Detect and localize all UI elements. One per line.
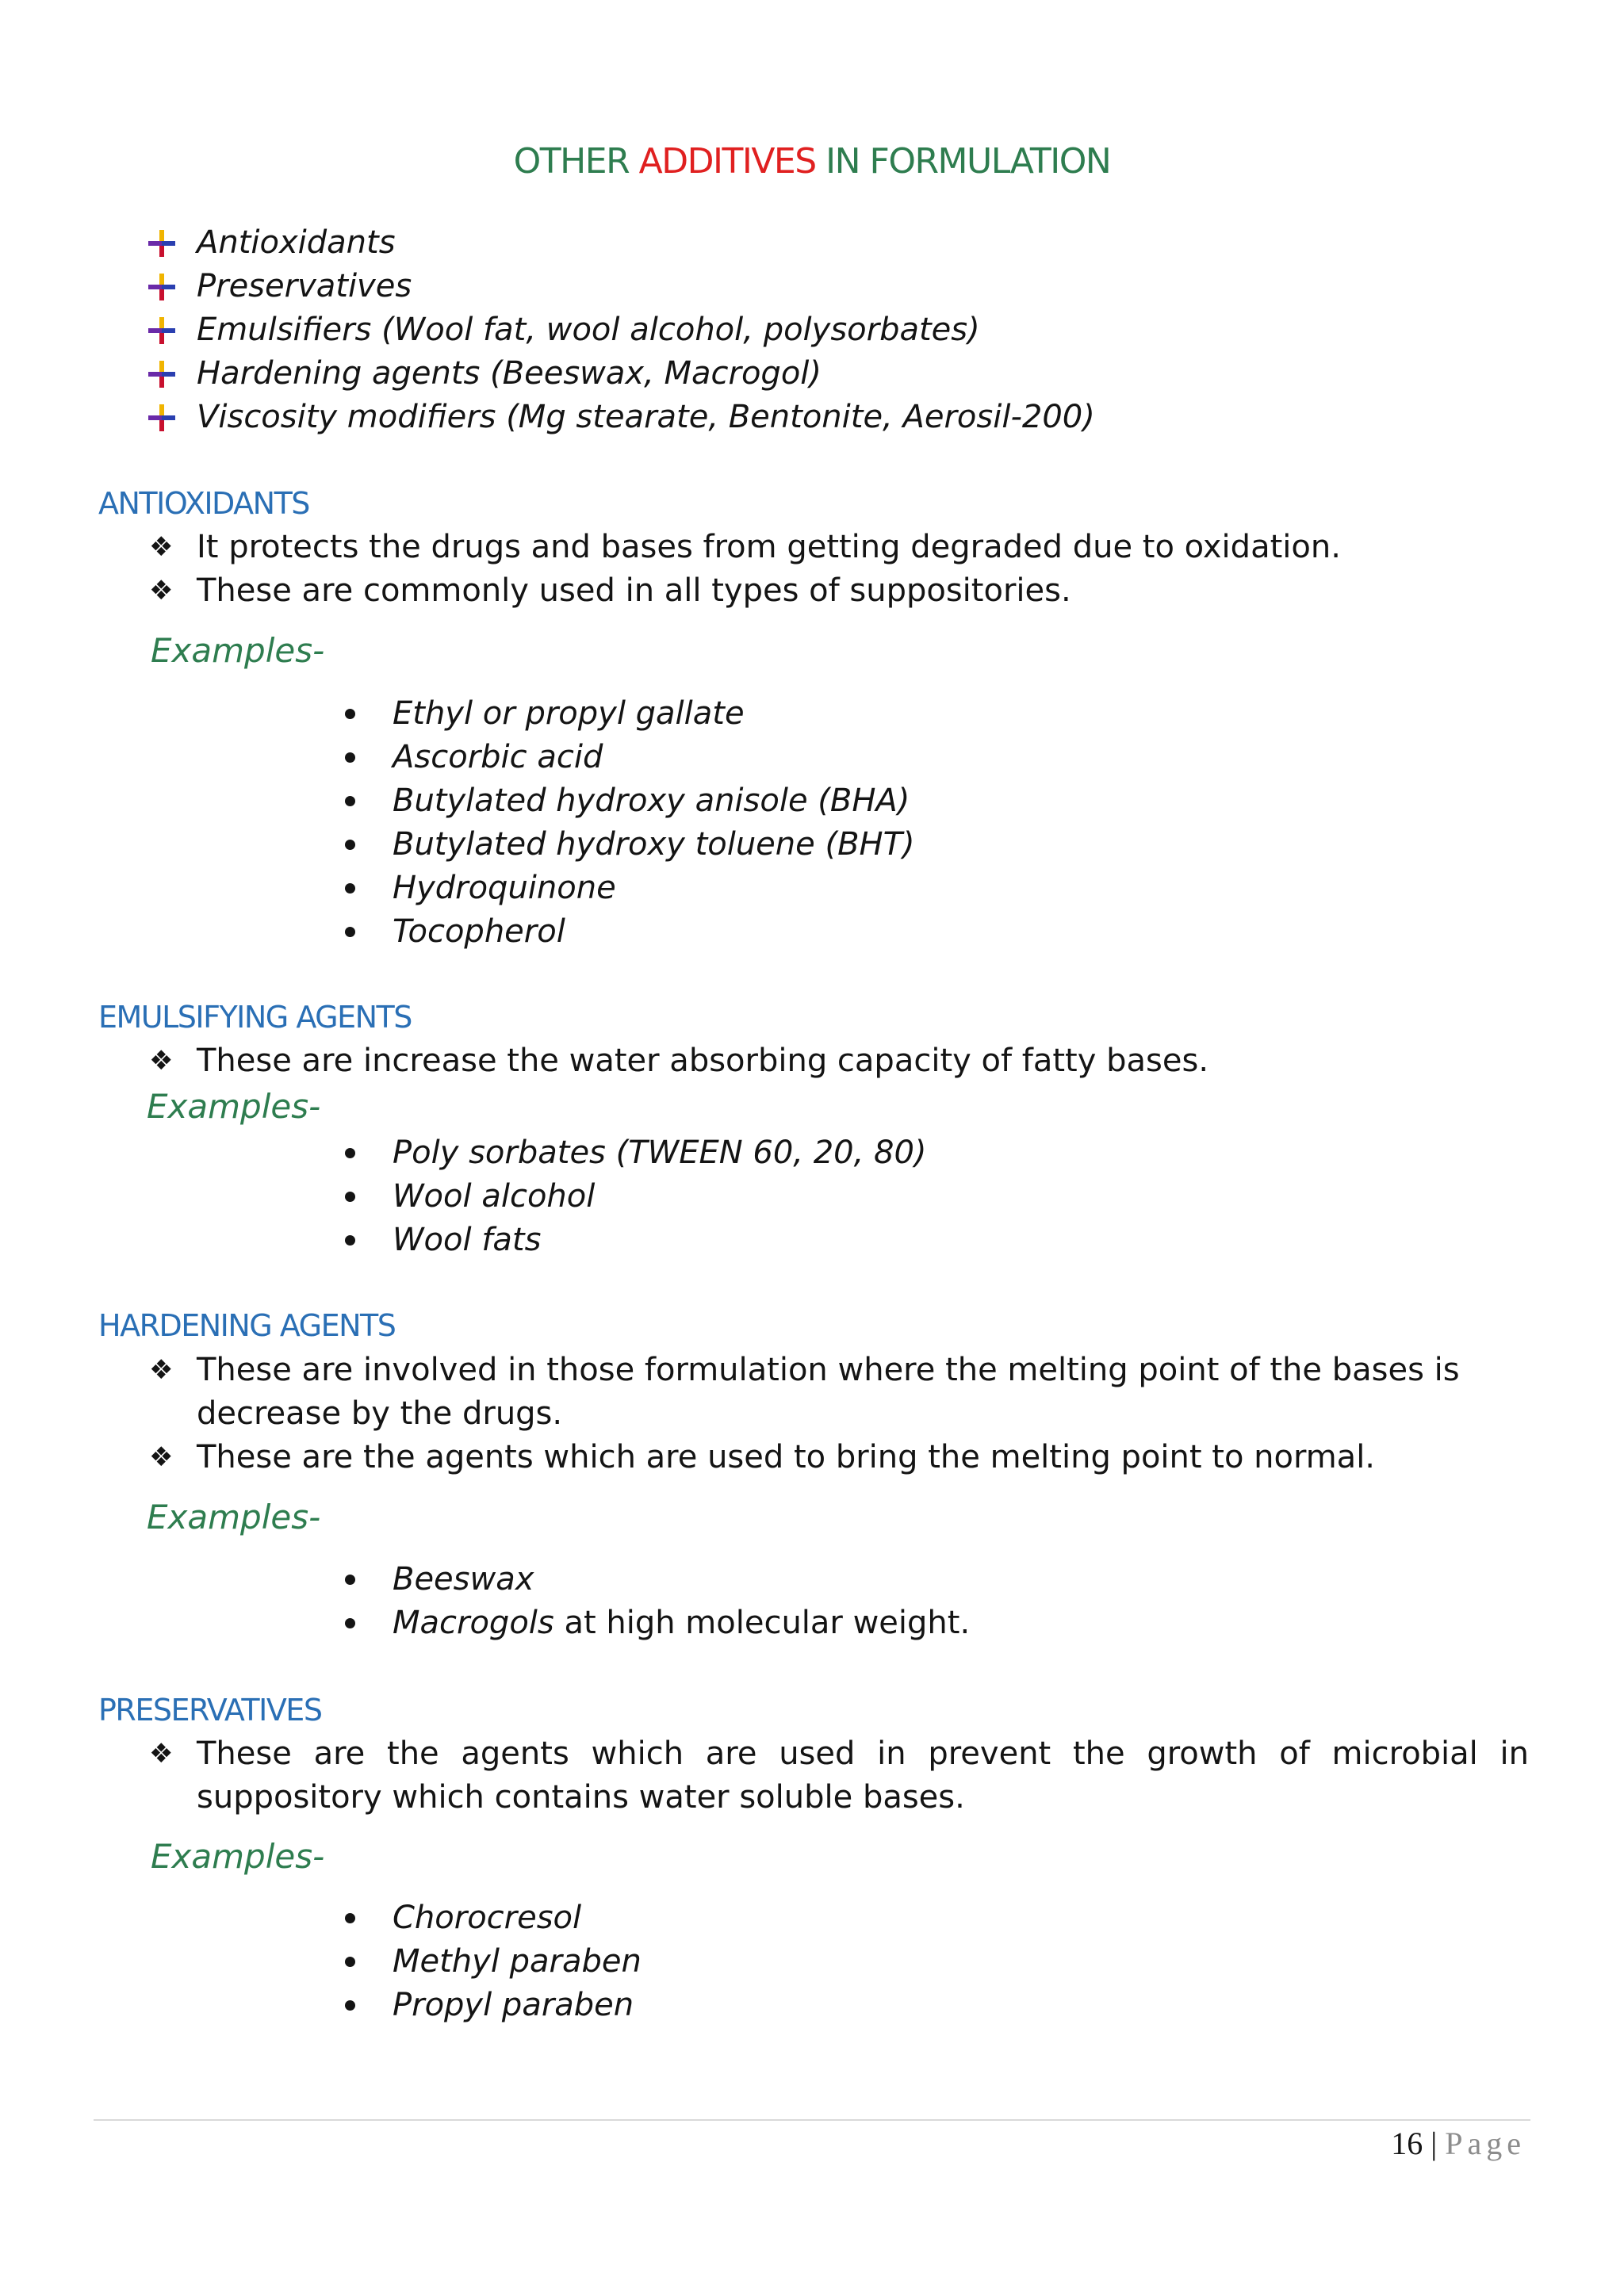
summary-item: Emulsifiers (Wool fat, wool alcohol, polysorbates)	[197, 312, 980, 348]
preservative-example: Propyl paraben	[393, 1987, 634, 2023]
hardening-example	[393, 1601, 970, 1645]
dot-bullet-icon	[345, 1618, 355, 1628]
dot-bullet-icon	[345, 2000, 355, 2011]
title-part-1: OTHER	[513, 141, 639, 182]
cross-bullet-icon	[148, 317, 175, 344]
diamond-bullet-icon: ❖	[149, 1045, 174, 1077]
page-number	[1391, 2122, 1526, 2165]
emulsifying-example: Wool alcohol	[393, 1178, 596, 1215]
page-label: Page	[1445, 2126, 1526, 2161]
preservatives-point: These are the agents which are used in prevent the growth of microbial in suppository which contains water soluble bases.	[197, 1735, 1529, 1816]
dot-bullet-icon	[345, 1235, 355, 1246]
emulsifying-point: These are increase the water absorbing capacity of fatty bases.	[197, 1043, 1209, 1079]
section-heading-preservatives: PRESERVATIVES	[98, 1693, 322, 1728]
page-number-separator: |	[1423, 2126, 1446, 2161]
examples-label: Examples-	[147, 1498, 321, 1536]
footer-divider	[94, 2119, 1530, 2121]
page-title	[0, 141, 1624, 182]
antioxidant-example: Hydroquinone	[393, 870, 616, 906]
summary-item: Antioxidants	[197, 224, 396, 261]
dot-bullet-icon	[345, 1148, 355, 1158]
cross-bullet-icon	[148, 274, 175, 300]
dot-bullet-icon	[345, 927, 355, 937]
examples-label: Examples-	[147, 1087, 321, 1126]
emulsifying-example: Wool fats	[393, 1222, 542, 1258]
dot-bullet-icon	[345, 796, 355, 806]
page-number-value: 16	[1391, 2126, 1423, 2161]
dot-bullet-icon	[345, 752, 355, 763]
diamond-bullet-icon: ❖	[149, 1354, 174, 1386]
summary-item: Preservatives	[197, 268, 412, 304]
dot-bullet-icon	[345, 883, 355, 894]
antioxidants-point: These are commonly used in all types of suppositories.	[197, 572, 1071, 609]
hardening-example	[393, 1558, 534, 1601]
section-heading-emulsifying: EMULSIFYING AGENTS	[98, 1000, 412, 1035]
cross-bullet-icon	[148, 361, 175, 388]
section-heading-hardening: HARDENING AGENTS	[98, 1308, 396, 1343]
diamond-bullet-icon: ❖	[149, 1738, 174, 1770]
dot-bullet-icon	[345, 1575, 355, 1585]
dot-bullet-icon	[345, 1192, 355, 1202]
cross-bullet-icon	[148, 230, 175, 257]
section-heading-antioxidants: ANTIOXIDANTS	[98, 486, 309, 521]
dot-bullet-icon	[345, 709, 355, 719]
emulsifying-example: Poly sorbates (TWEEN 60, 20, 80)	[393, 1135, 927, 1171]
diamond-bullet-icon: ❖	[149, 1441, 174, 1473]
dot-bullet-icon	[345, 1957, 355, 1967]
dot-bullet-icon	[345, 1913, 355, 1923]
diamond-bullet-icon: ❖	[149, 531, 174, 563]
antioxidant-example: Butylated hydroxy toluene (BHT)	[393, 826, 915, 863]
preservative-example: Chorocresol	[393, 1900, 582, 1936]
summary-item: Hardening agents (Beeswax, Macrogol)	[197, 355, 822, 392]
hardening-example-name: Beeswax	[393, 1561, 534, 1598]
hardening-example-note: at high molecular weight.	[553, 1605, 971, 1641]
diamond-bullet-icon: ❖	[149, 575, 174, 607]
hardening-point: These are the agents which are used to bring the melting point to normal.	[197, 1439, 1376, 1475]
examples-label: Examples-	[151, 1837, 325, 1876]
antioxidant-example: Butylated hydroxy anisole (BHA)	[393, 783, 910, 819]
antioxidant-example: Ethyl or propyl gallate	[393, 695, 745, 732]
title-accent: ADDITIVES	[638, 141, 816, 182]
preservative-example: Methyl paraben	[393, 1943, 642, 1980]
examples-label: Examples-	[151, 631, 325, 670]
hardening-point: These are involved in those formulation where the melting point of the bases is decrease by the drugs.	[197, 1352, 1460, 1432]
cross-bullet-icon	[148, 404, 175, 431]
antioxidants-point: It protects the drugs and bases from getting degraded due to oxidation.	[197, 529, 1341, 565]
antioxidant-example: Ascorbic acid	[393, 739, 603, 775]
title-part-2: IN FORMULATION	[815, 141, 1111, 182]
antioxidant-example: Tocopherol	[393, 913, 565, 950]
summary-item: Viscosity modifiers (Mg stearate, Bentonite, Aerosil-200)	[197, 399, 1095, 435]
dot-bullet-icon	[345, 840, 355, 850]
hardening-example-name: Macrogols	[393, 1605, 554, 1641]
